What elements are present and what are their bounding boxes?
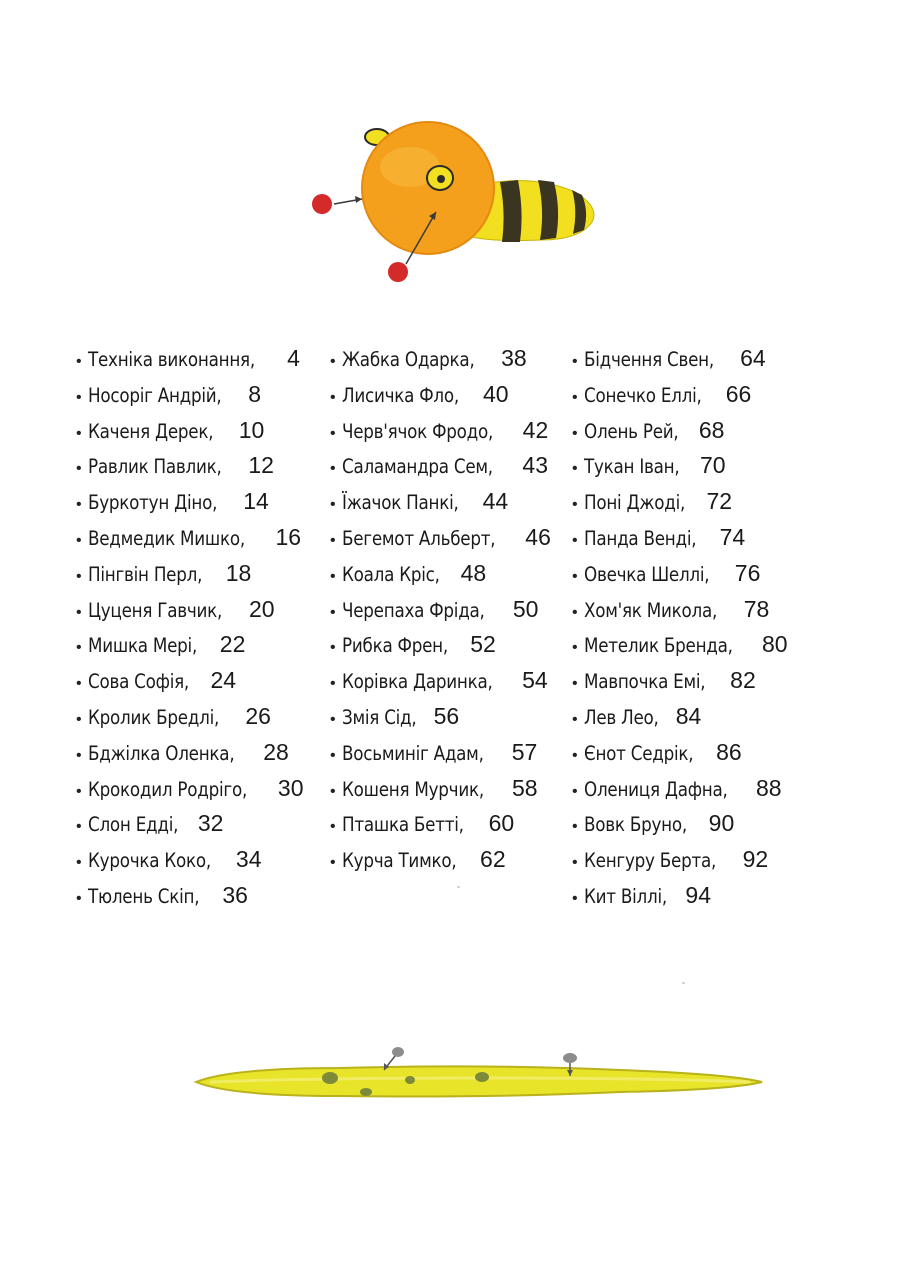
entry-page: 74 [719,523,746,550]
entry-title: Рибка Френ, [342,634,448,658]
list-item [572,771,822,807]
entry-title: Кит Віллі, [584,884,667,908]
bullet-icon: • [572,603,578,621]
entry-page: 28 [263,738,289,765]
bullet-icon: • [330,818,336,836]
entry-page: 78 [743,595,770,622]
entry-title: Черв'ячок Фродо, [342,419,494,443]
bullet-icon: • [76,639,82,657]
bullet-icon: • [572,639,578,657]
bullet-icon: • [76,353,82,370]
bullet-icon: • [330,567,336,585]
list-item [330,377,580,413]
entry-title: Бджілка Оленка, [88,741,235,765]
entry-page: 32 [197,810,224,837]
list-item [572,842,822,878]
list-item [330,520,580,556]
entry-page: 34 [235,846,262,873]
entry-title: Носоріг Андрій, [88,383,222,407]
entry-title: Кролик Бредлі, [88,705,220,729]
bullet-icon: • [572,889,578,907]
entry-page: 18 [225,559,252,586]
entry-title: Тюлень Скіп, [88,884,200,908]
entry-page: 48 [460,559,487,586]
entry-page: 62 [480,846,506,873]
spot-icon [475,1072,489,1082]
bullet-icon: • [76,854,82,872]
spot-icon [322,1072,338,1084]
bullet-icon: • [572,460,578,478]
entry-title: Мишка Мері, [88,634,198,658]
bullet-icon: • [572,854,578,872]
list-item [572,448,822,484]
entry-title: Лев Лео, [584,705,659,729]
entry-title: Тукан Іван, [584,455,680,479]
entry-title: Єнот Седрік, [584,741,694,765]
bullet-icon: • [572,353,578,370]
entry-title: Змія Сід, [342,705,417,729]
list-item [76,842,326,878]
entry-title: Корівка Даринка, [342,670,493,694]
list-item [572,413,822,449]
entry-page: 38 [501,345,527,371]
entry-page: 26 [245,702,271,729]
list-item [330,448,580,484]
list-item [572,699,822,735]
list-item [76,699,326,735]
bullet-icon: • [76,424,82,442]
entry-title: Бегемот Альберт, [342,526,496,550]
bullet-icon: • [330,531,336,549]
entry-page: 86 [716,738,742,765]
list-item [330,771,580,807]
entry-page: 30 [277,774,304,801]
spot-icon [360,1088,372,1096]
bullet-icon: • [330,460,336,478]
list-item [572,377,822,413]
bullet-icon: • [572,388,578,406]
bullet-icon: • [76,746,82,764]
entry-title: Каченя Дерек, [88,419,214,443]
entry-page: 16 [275,523,302,550]
list-item [330,592,580,628]
entry-title: Олень Рей, [584,419,679,443]
list-item [572,556,822,592]
list-item [330,699,580,735]
paper-speck [682,982,685,984]
marker-dot-icon [388,262,408,282]
list-item [572,341,822,377]
bullet-icon: • [76,889,82,907]
list-item [572,878,822,914]
bullet-icon: • [76,818,82,836]
bullet-icon: • [330,603,336,621]
list-item [76,735,326,771]
list-item [330,735,580,771]
list-item [76,484,326,520]
bullet-icon: • [572,675,578,693]
entry-page: 68 [698,416,725,443]
entry-title: Пташка Бетті, [342,813,464,837]
list-item [76,627,326,663]
list-item [76,448,326,484]
bullet-icon: • [76,567,82,585]
entry-title: Метелик Бренда, [584,634,733,658]
entry-page: 90 [708,810,735,837]
entry-title: Олениця Дафна, [584,777,728,801]
entry-title: Вовк Бруно, [584,813,687,837]
paper-speck [457,886,460,888]
entry-title: Кошеня Мурчик, [342,777,484,801]
entry-page: 14 [243,488,269,515]
list-item [330,341,580,377]
bullet-icon: • [76,603,82,621]
entry-page: 50 [512,595,539,622]
list-item [76,592,326,628]
entry-page: 10 [238,416,265,443]
bullet-icon: • [76,531,82,549]
list-item [330,663,580,699]
list-item [76,878,326,914]
entry-title: Поні Джоді, [584,491,686,515]
spot-icon [405,1076,415,1084]
list-item [572,735,822,771]
bullet-icon: • [330,388,336,406]
bullet-icon: • [76,675,82,693]
entry-title: Равлик Павлик, [88,455,222,479]
list-item [330,842,580,878]
contents-column-1 [76,341,326,914]
entry-title: Кенгуру Берта, [584,849,717,873]
bullet-icon: • [330,675,336,693]
entry-page: 84 [675,702,702,729]
entry-page: 88 [756,774,782,801]
bullet-icon: • [572,818,578,836]
bullet-icon: • [572,567,578,585]
bullet-icon: • [76,710,82,728]
list-item [572,806,822,842]
caterpillar-illustration [190,1040,770,1110]
bee-illustration [300,112,610,297]
table-of-contents [0,341,920,921]
entry-page: 42 [522,416,549,443]
entry-page: 54 [522,667,548,694]
entry-page: 43 [522,452,549,479]
entry-title: Саламандра Сем, [342,455,493,479]
list-item [572,484,822,520]
bullet-icon: • [76,460,82,478]
bullet-icon: • [330,639,336,657]
bullet-icon: • [330,746,336,764]
list-item [330,413,580,449]
entry-title: Техніка виконання, [88,348,255,371]
entry-title: Слон Едді, [88,813,179,837]
bullet-icon: • [76,782,82,800]
bullet-icon: • [76,388,82,406]
entry-page: 72 [706,488,733,515]
entry-page: 82 [730,667,756,694]
entry-title: Ведмедик Мишко, [88,526,245,550]
entry-page: 4 [287,345,300,371]
list-item [76,520,326,556]
list-item [330,627,580,663]
contents-column-2 [330,341,580,878]
bullet-icon: • [572,746,578,764]
entry-page: 36 [222,881,248,908]
entry-page: 76 [734,559,761,586]
entry-title: Черепаха Фріда, [342,598,485,622]
entry-page: 8 [248,380,262,407]
bullet-icon: • [76,496,82,514]
entry-title: Хом'як Микола, [584,598,718,622]
entry-page: 40 [482,380,509,407]
entry-page: 56 [433,702,460,729]
entry-page: 66 [725,380,752,407]
entry-page: 52 [470,631,496,658]
entry-title: Сонечко Еллі, [584,383,702,407]
list-item [330,556,580,592]
bullet-icon: • [572,424,578,442]
entry-page: 58 [512,774,538,801]
entry-page: 80 [761,631,788,658]
bullet-icon: • [330,710,336,728]
list-item [76,377,326,413]
list-item [572,592,822,628]
entry-title: Панда Венді, [584,526,697,550]
bullet-icon: • [330,424,336,442]
bullet-icon: • [572,531,578,549]
list-item [76,556,326,592]
entry-page: 92 [742,846,769,873]
list-item [572,520,822,556]
entry-page: 64 [740,345,766,371]
entry-page: 24 [210,667,237,694]
entry-page: 70 [699,452,726,479]
bullet-icon: • [330,353,336,370]
list-item [76,341,326,377]
entry-title: Цуценя Гавчик, [88,598,223,622]
list-item [76,413,326,449]
list-item [572,663,822,699]
list-item [330,806,580,842]
contents-column-3 [572,341,822,914]
list-item [76,663,326,699]
bullet-icon: • [572,782,578,800]
entry-page: 60 [488,810,515,837]
entry-title: Буркотун Діно, [88,491,218,515]
entry-title: Курочка Коко, [88,849,211,873]
bullet-icon: • [330,782,336,800]
entry-page: 22 [219,631,246,658]
entry-title: Коала Кріс, [342,562,440,586]
entry-title: Бідчення Свен, [584,348,714,371]
entry-title: Сова Софія, [88,670,190,694]
stalk-icon [392,1047,404,1057]
entry-title: Курча Тимко, [342,849,457,873]
bullet-icon: • [572,496,578,514]
entry-title: Пінгвін Перл, [88,562,203,586]
list-item [572,627,822,663]
entry-title: Овечка Шеллі, [584,562,710,586]
entry-page: 20 [248,595,275,622]
entry-page: 44 [482,488,509,515]
bullet-icon: • [572,710,578,728]
entry-page: 46 [525,523,551,550]
marker-dot-icon [312,194,332,214]
entry-title: Жабка Одарка, [342,348,475,371]
entry-page: 57 [511,738,538,765]
entry-title: Лисичка Фло, [342,383,459,407]
list-item [330,484,580,520]
entry-title: Мавпочка Емі, [584,670,706,694]
entry-title: Восьминіг Адам, [342,741,484,765]
list-item [76,771,326,807]
entry-title: Крокодил Родріго, [88,777,248,801]
entry-title: Їжачок Панкі, [342,491,459,515]
bullet-icon: • [330,496,336,514]
list-item [76,806,326,842]
entry-page: 12 [248,452,274,479]
stalk-icon [563,1053,577,1063]
bullet-icon: • [330,854,336,872]
entry-page: 94 [685,881,712,908]
